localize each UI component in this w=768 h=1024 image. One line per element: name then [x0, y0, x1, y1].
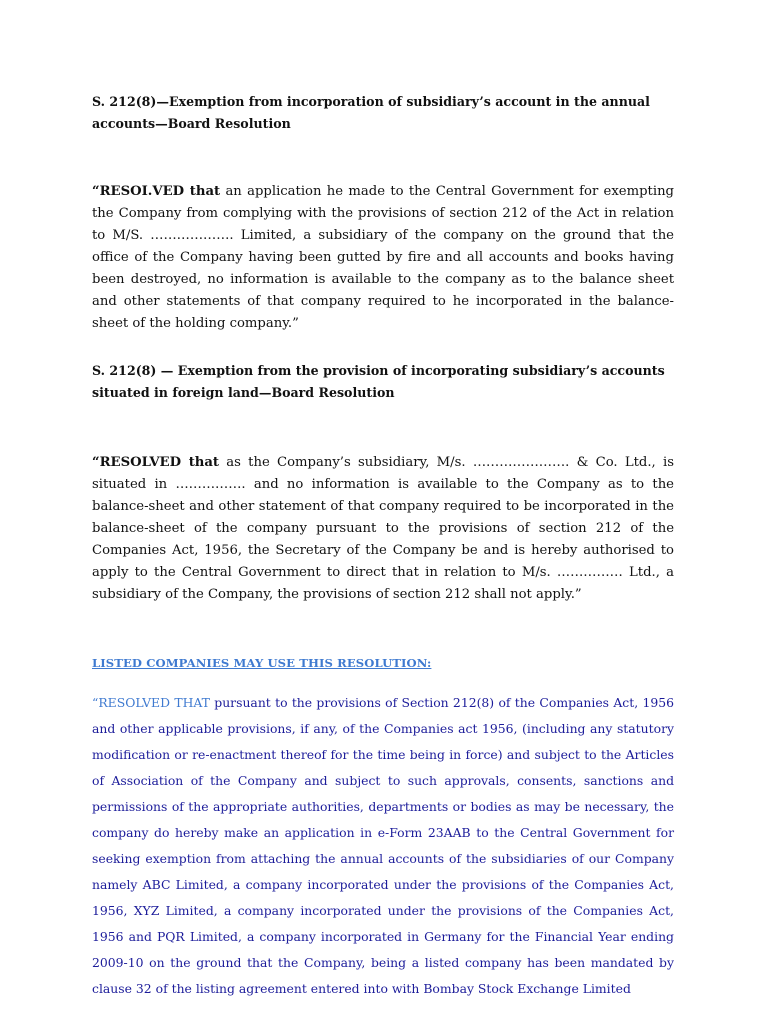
section2-heading: S. 212(8) — Exemption from the provision of incorporating subsidiary’s accounts situated in foreign land—Board Resolution	[92, 363, 665, 400]
listed-resolution-lead: “RESOLVED THAT	[92, 695, 210, 710]
section1-heading: S. 212(8)—Exemption from incorporation of subsidiary’s account in the annual accounts—Board Resolution	[92, 94, 650, 131]
listed-companies-resolution	[92, 690, 674, 1002]
section2-resolution-lead: “RESOLVED that	[92, 455, 220, 470]
section1-resolution-lead: “RESOI.VED that	[92, 184, 221, 199]
section2-resolution-body: as the Company’s subsidiary, M/s. …………………. & Co. Ltd., is situated in ……………. and no information is available to the Company as to the balance-sheet and other statement of that company required to be incorporated in the balance-sheet of the company pursuant to the provisions of section 212 of the Companies Act, 1956, the Secretary of the Company be and is hereby authorised to apply to the Central Government to direct that in relation to M/s. …………… Ltd., a subsidiary of the Company, the provisions of section 212 shall not apply.”	[92, 455, 674, 602]
section1-resolution	[92, 181, 674, 335]
listed-companies-title: LISTED COMPANIES MAY USE THIS RESOLUTION:	[92, 656, 432, 670]
listed-resolution-body: pursuant to the provisions of Section 212(8) of the Companies Act, 1956 and other applicable provisions, if any, of the Companies act 1956, (including any statutory modification or re-enactment thereof for the time being in force) and subject to the Articles of Association of the Company and subject to such approvals, consents, sanctions and permissions of the appropriate authorities, departments or bodies as may be necessary, the company do hereby make an application in e-Form 23AAB to the Central Government for seeking exemption from attaching the annual accounts of the subsidiaries of our Company namely ABC Limited, a company incorporated under the provisions of the Companies Act, 1956, XYZ Limited, a company incorporated under the provisions of the Companies Act, 1956 and PQR Limited, a company incorporated in Germany for the Financial Year ending 2009-10 on the ground that the Company, being a listed company has been mandated by clause 32 of the listing agreement entered into with Bombay Stock Exchange Limited	[92, 695, 674, 996]
section2-resolution	[92, 452, 674, 606]
section1-resolution-body: an application he made to the Central Government for exempting the Company from complying with the provisions of section 212 of the Act in relation to M/S. ………………. Limited, a subsidiary of the company on the ground that the office of the Company having been gutted by fire and all accounts and books having been destroyed, no information is available to the company as to the balance sheet and other statements of that company required to he incorporated in the balance-sheet of the holding company.”	[92, 184, 675, 331]
